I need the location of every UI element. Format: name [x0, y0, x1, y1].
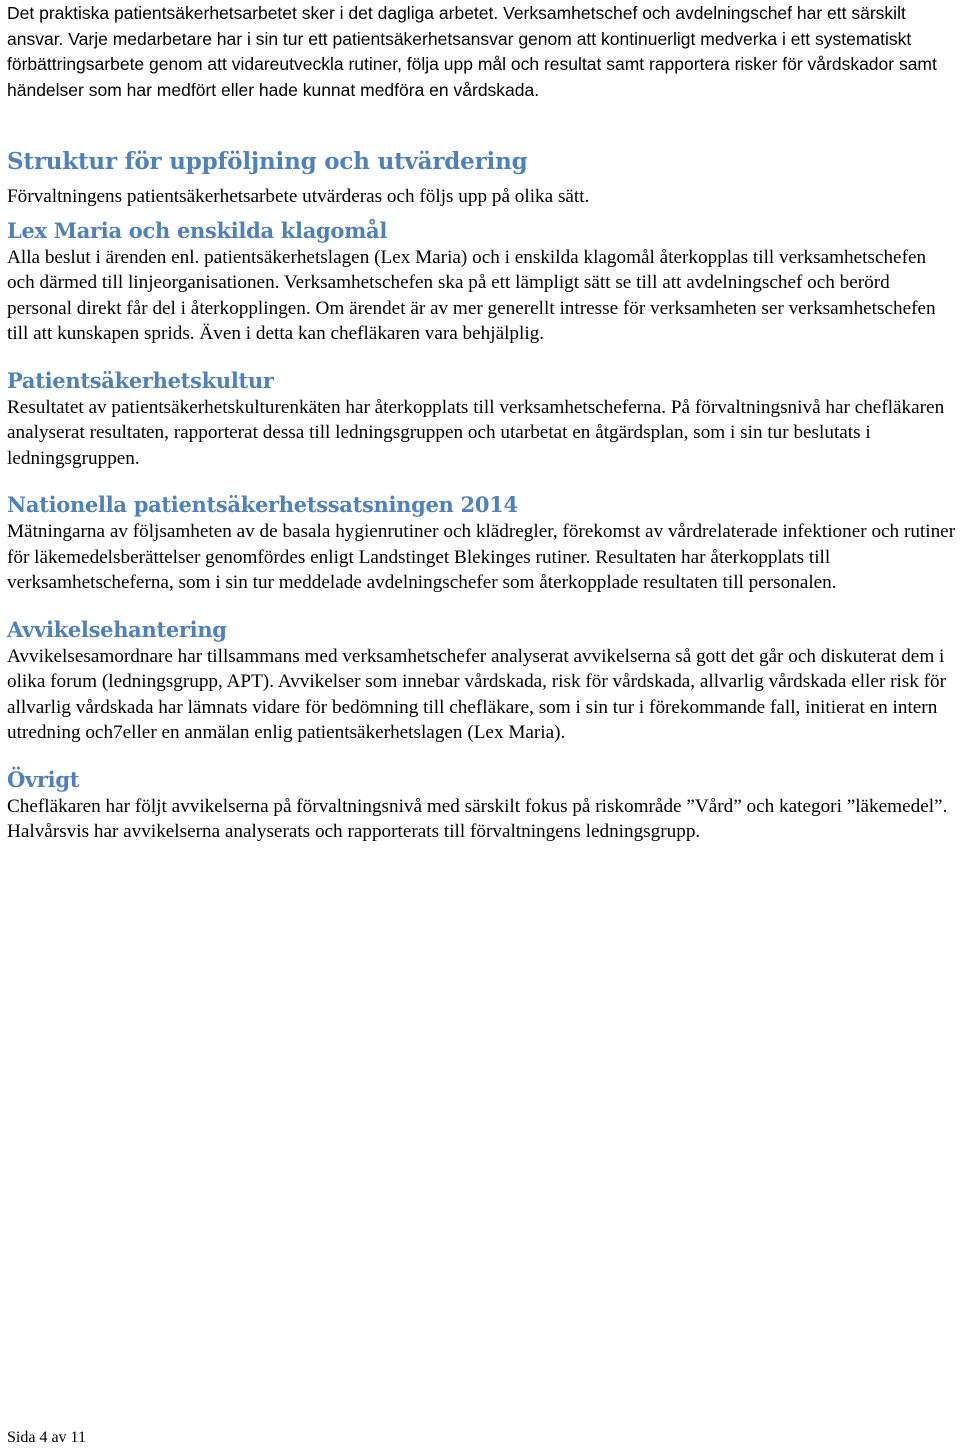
paragraph-nationella: Mätningarna av följsamheten av de basala hygienrutiner och klädregler, förekomst av vårdrelaterade infektioner och rutiner för läkemedelsberättelser genomfördes enligt Landstinget Blekinges rutiner. Resultaten har återkopplats till verksamhetscheferna, som i sin tur meddelade avdelningschefer som återkopplade resultaten till personalen.	[7, 521, 956, 593]
paragraph-struktur: Förvaltningens patientsäkerhetsarbete utvärderas och följs upp på olika sätt.	[7, 186, 590, 207]
heading-nationella: Nationella patientsäkerhetssatsningen 2014	[7, 492, 518, 517]
paragraph-patientsakerhetskultur: Resultatet av patientsäkerhetskulturenkäten har återkopplats till verksamhetscheferna. På förvaltningsnivå har chefläkaren analyserat resultaten, rapporterat dessa till ledningsgruppen och utarbetat en åtgärdsplan, som i sin tur beslutats i ledningsgruppen.	[7, 396, 945, 469]
heading-ovrigt: Övrigt	[7, 766, 80, 792]
heading-patientsakerhetskultur: Patientsäkerhetskultur	[7, 367, 274, 393]
document-page	[7, 0, 957, 845]
heading-lex-maria: Lex Maria och enskilda klagomål	[7, 217, 388, 243]
paragraph-avvikelsehantering: Avvikelsesamordnare har tillsammans med verksamhetschefer analyserat avvikelserna så gott det går och diskuterat dem i olika forum (ledningsgrupp, APT). Avvikelser som innebar vårdskada, risk för vårdskada, allvarlig vårdskada eller risk för allvarlig vårdskada har lämnats vidare för bedömning till chefläkare, som i sin tur i förekommande fall, initierat en intern utredning och7eller en anmälan enlig patientsäkerhetslagen (Lex Maria).	[7, 645, 947, 743]
heading-avvikelsehantering: Avvikelsehantering	[7, 616, 227, 642]
heading-struktur: Struktur för uppföljning och utvärdering	[7, 148, 528, 175]
page-number-footer: Sida 4 av 11	[7, 1429, 86, 1446]
paragraph-ovrigt: Chefläkaren har följt avvikelserna på förvaltningsnivå med särskilt fokus på riskområde ”Vård” och kategori ”läkemedel”. Halvårsvis har avvikelserna analyserats och rapporterats till förvaltningens ledningsgrupp.	[7, 795, 948, 842]
paragraph-lex-maria: Alla beslut i ärenden enl. patientsäkerhetslagen (Lex Maria) och i enskilda klagomål återkopplas till verksamhetschefen och därmed till linjeorganisationen. Verksamhetschefen ska på ett lämpligt sätt se till att avdelningschef och berörd personal direkt får del i återkopplingen. Om ärendet är av mer generellt intresse för verksamheten ser verksamhetschefen till att kunskapen sprids. Även i detta kan chefläkaren vara behjälplig.	[7, 246, 936, 344]
intro-paragraph: Det praktiska patientsäkerhetsarbetet sker i det dagliga arbetet. Verksamhetschef och avdelningschef har ett särskilt ansvar. Varje medarbetare har i sin tur ett patientsäkerhetsansvar genom att kontinuerligt medverka i ett systematiskt förbättringsarbete genom att vidareutveckla rutiner, följa upp mål och resultat samt rapportera risker för vårdskador samt händelser som har medfört eller hade kunnat medföra en vårdskada.	[7, 3, 937, 100]
